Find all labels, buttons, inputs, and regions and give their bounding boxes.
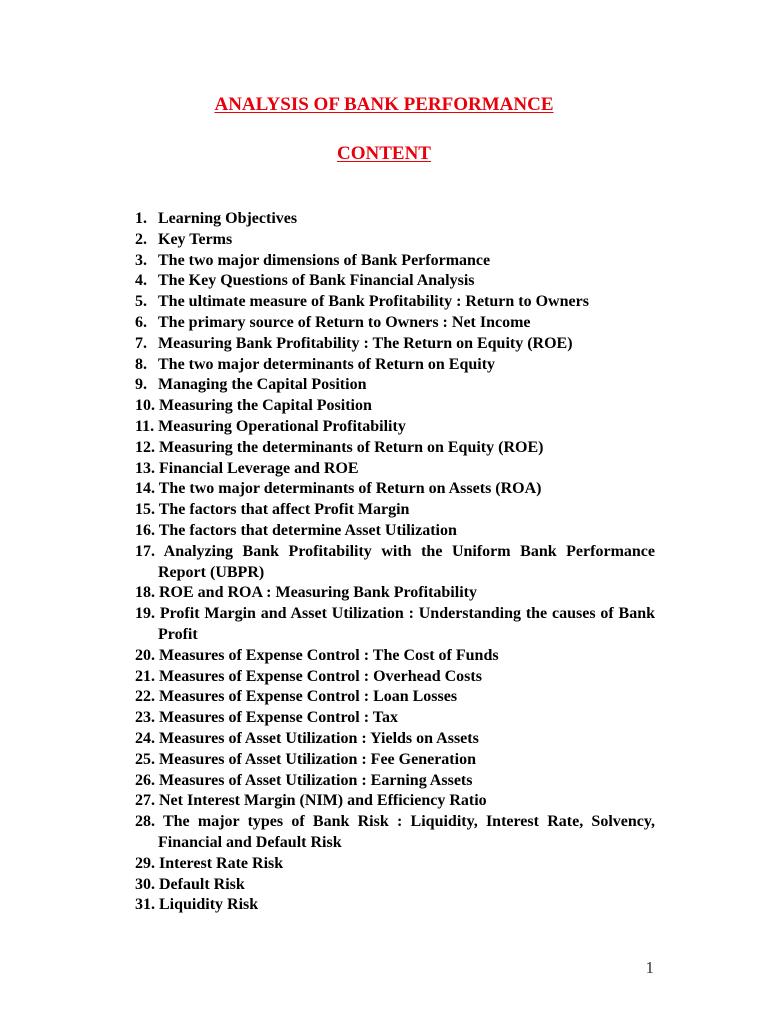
toc-item-text: Measuring the determinants of Return on Equity (ROE) xyxy=(159,438,544,456)
toc-item-number: 22. xyxy=(135,688,155,706)
toc-item xyxy=(135,438,655,459)
toc-item-text: Financial Leverage and ROE xyxy=(159,459,359,477)
toc-item xyxy=(135,479,655,500)
toc-item xyxy=(135,875,655,896)
toc-item-text: Measuring Bank Profitability : The Return on Equity (ROE) xyxy=(158,334,573,352)
toc-item-text: Measures of Expense Control : The Cost of Funds xyxy=(159,646,499,664)
toc-item xyxy=(135,771,655,792)
document-title: ANALYSIS OF BANK PERFORMANCE xyxy=(214,94,554,115)
toc-item-text: The two major dimensions of Bank Performance xyxy=(158,251,491,269)
toc-item-text: ROE and ROA : Measuring Bank Profitability xyxy=(159,584,477,602)
toc-item xyxy=(135,583,655,604)
toc-item xyxy=(135,292,655,313)
toc-item xyxy=(135,251,655,272)
toc-item xyxy=(135,500,655,521)
toc-item-number: 3. xyxy=(135,251,147,269)
toc-item xyxy=(135,750,655,771)
toc-item xyxy=(135,687,655,708)
toc-item-text: Managing the Capital Position xyxy=(158,376,367,394)
toc-item-number: 14. xyxy=(135,480,155,498)
toc-item-number: 31. xyxy=(135,896,155,914)
toc-item-text: The major types of Bank Risk : Liquidity, Interest Rate, Solvency, Financial and Default Risk xyxy=(158,813,655,851)
toc-item-text: The factors that affect Profit Margin xyxy=(158,501,410,519)
toc-item-number: 15. xyxy=(135,501,155,519)
toc-item-text: Measures of Asset Utilization : Fee Generation xyxy=(159,750,476,768)
toc-item xyxy=(135,646,655,667)
toc-item-text: Measures of Asset Utilization : Earning Assets xyxy=(159,771,473,789)
toc-item xyxy=(135,375,655,396)
toc-item-text: Net Interest Margin (NIM) and Efficiency Ratio xyxy=(159,792,487,810)
toc-item-number: 12. xyxy=(135,438,155,456)
toc-item-text: Measures of Expense Control : Tax xyxy=(159,709,398,727)
toc-item-text: The primary source of Return to Owners : Net Income xyxy=(158,313,531,331)
toc-item xyxy=(135,230,655,251)
toc-item-number: 9. xyxy=(135,376,147,394)
toc-item-text: The Key Questions of Bank Financial Analysis xyxy=(158,272,475,290)
content-heading: CONTENT xyxy=(337,143,431,164)
toc-item xyxy=(135,542,655,584)
toc-item xyxy=(135,604,655,646)
toc-item-text: Liquidity Risk xyxy=(159,896,259,914)
toc-item-number: 29. xyxy=(135,854,155,872)
toc-item-number: 2. xyxy=(135,230,147,248)
toc-item-number: 4. xyxy=(135,272,147,290)
toc-item-number: 23. xyxy=(135,709,155,727)
toc-item-text: Learning Objectives xyxy=(158,210,298,227)
toc-item-number: 11. xyxy=(135,417,155,435)
toc-item-number: 18. xyxy=(135,584,155,602)
toc-item xyxy=(135,271,655,292)
toc-item-text: Analyzing Bank Profitability with the Uniform Bank Performance Report (UBPR) xyxy=(158,542,655,581)
toc-item xyxy=(135,895,655,916)
toc-item-text: Measures of Asset Utilization : Yields on Assets xyxy=(159,729,479,747)
toc-item-number: 21. xyxy=(135,667,155,685)
toc-item xyxy=(135,396,655,417)
page-number: 1 xyxy=(645,958,654,977)
toc-item xyxy=(135,459,655,480)
toc-item xyxy=(135,854,655,875)
toc-item xyxy=(135,667,655,688)
toc-item xyxy=(135,355,655,376)
toc-item-text: The two major determinants of Return on Equity xyxy=(158,355,496,373)
toc-item-number: 19. xyxy=(135,605,155,623)
toc-item-text: Default Risk xyxy=(159,875,245,893)
toc-item-number: 25. xyxy=(135,750,155,768)
toc-item xyxy=(135,209,655,230)
toc-item xyxy=(135,313,655,334)
toc-item-number: 13. xyxy=(135,459,155,477)
toc-item xyxy=(135,708,655,729)
toc-item-text: Measures of Expense Control : Loan Losses xyxy=(159,688,458,706)
table-of-contents xyxy=(135,209,655,916)
toc-item-text: Key Terms xyxy=(158,230,233,248)
toc-item-text: Measuring Operational Profitability xyxy=(158,417,406,435)
toc-item-text: Measuring the Capital Position xyxy=(159,397,372,415)
toc-item-number: 30. xyxy=(135,875,155,893)
toc-item-number: 20. xyxy=(135,646,155,664)
toc-item-text: Profit Margin and Asset Utilization : Understanding the causes of Bank Profit xyxy=(158,605,656,643)
toc-item-number: 5. xyxy=(135,293,147,311)
toc-item-number: 6. xyxy=(135,313,147,331)
toc-item-number: 28. xyxy=(135,813,155,831)
toc-item-number: 17. xyxy=(135,542,155,560)
toc-item xyxy=(135,812,655,854)
toc-item-number: 8. xyxy=(135,355,147,373)
toc-item xyxy=(135,521,655,542)
toc-item-number: 27. xyxy=(135,792,155,810)
toc-item xyxy=(135,791,655,812)
toc-item xyxy=(135,334,655,355)
toc-item-number: 7. xyxy=(135,334,147,352)
toc-item xyxy=(135,417,655,438)
toc-item-text: The ultimate measure of Bank Profitability : Return to Owners xyxy=(158,293,589,311)
toc-item-number: 24. xyxy=(135,729,155,747)
toc-item-text: The two major determinants of Return on Assets (ROA) xyxy=(158,480,542,498)
toc-item xyxy=(135,729,655,750)
toc-item-text: The factors that determine Asset Utilization xyxy=(158,521,457,539)
toc-item-number: 16. xyxy=(135,521,155,539)
toc-item-number: 1. xyxy=(135,210,147,227)
toc-item-number: 26. xyxy=(135,771,155,789)
toc-item-text: Measures of Expense Control : Overhead Costs xyxy=(159,667,482,685)
toc-item-text: Interest Rate Risk xyxy=(159,854,284,872)
toc-item-number: 10. xyxy=(135,397,155,415)
